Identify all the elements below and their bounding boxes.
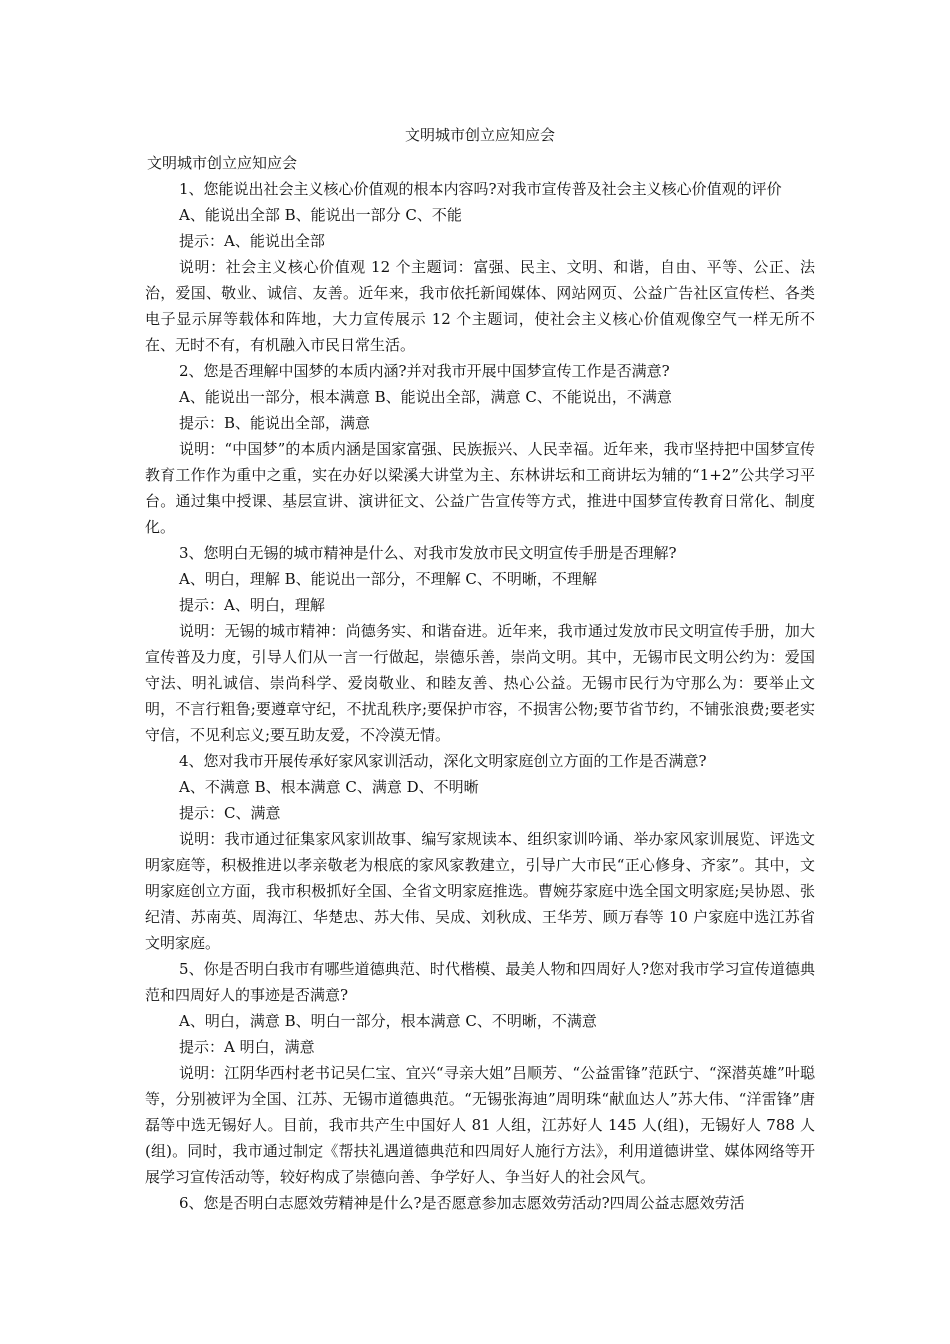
section-4: [145, 748, 815, 956]
document-title: 文明城市创立应知应会: [404, 126, 555, 144]
section-1: [145, 176, 815, 358]
question-3: 3、您明白无锡的城市精神是什么、对我市发放市民文明宣传手册是否理解?: [179, 544, 677, 562]
section-5: [145, 956, 815, 1190]
question-1: 1、您能说出社会主义核心价值观的根本内容吗?对我市宣传普及社会主义核心价值观的评价: [179, 180, 782, 198]
explanation-5: 说明：江阴华西村老书记吴仁宝、宜兴“寻亲大姐”吕顺芳、“公益雷锋”范跃宁、“深潜英雄”叶聪等，分别被评为全国、江苏、无锡市道德典范。“无锡张海迪”周明珠“献血达人”苏大伟、“洋雷锋”唐磊等中选无锡好人。目前，我市共产生中国好人 81 人组，江苏好人 145 人(组)，无锡好人 788 人(组)。同时，我市通过制定《帮扶礼遇道德典范和四周好人施行方法》，利用道德讲堂、媒体网络等开展学习宣传活动等，较好构成了崇德向善、争学好人、争当好人的社会风气。: [145, 1064, 815, 1186]
explanation-3: 说明：无锡的城市精神：尚德务实、和谐奋进。近年来，我市通过发放市民文明宣传手册，加大宣传普及力度，引导人们从一言一行做起，崇德乐善，崇尚文明。其中，无锡市民文明公约为：爱国守法、明礼诚信、崇尚科学、爱岗敬业、和睦友善、热心公益。无锡市民行为守那么为：要举止文明，不言行粗鲁;要遵章守纪，不扰乱秩序;要保护市容，不损害公物;要节省节约，不铺张浪费;要老实守信，不见利忘义;要互助友爱，不冷漠无情。: [145, 622, 815, 744]
document-page: [145, 122, 815, 1216]
options-5: A、明白，满意 B、明白一部分，根本满意 C、不明晰，不满意: [179, 1012, 597, 1030]
explanation-4: 说明：我市通过征集家风家训故事、编写家规读本、组织家训吟诵、举办家风家训展览、评选文明家庭等，积极推进以孝亲敬老为根底的家风家教建立，引导广大市民“正心修身、齐家”。其中，文明家庭创立方面，我市积极抓好全国、全省文明家庭推选。曹婉芬家庭中选全国文明家庭;吴协恩、张纪清、苏南英、周海江、华楚忠、苏大伟、吴成、刘秋成、王华芳、顾万春等 10 户家庭中选江苏省文明家庭。: [145, 830, 815, 952]
question-4: 4、您对我市开展传承好家风家训活动，深化文明家庭创立方面的工作是否满意?: [179, 752, 707, 770]
options-2: A、能说出一部分，根本满意 B、能说出全部，满意 C、不能说出，不满意: [179, 388, 672, 406]
question-6: 6、您是否明白志愿效劳精神是什么?是否愿意参加志愿效劳活动?四周公益志愿效劳活: [179, 1194, 745, 1212]
question-2: 2、您是否理解中国梦的本质内涵?并对我市开展中国梦宣传工作是否满意?: [179, 362, 670, 380]
hint-1: 提示：A、能说出全部: [179, 232, 325, 250]
section-3: [145, 540, 815, 748]
hint-3: 提示：A、明白，理解: [179, 596, 325, 614]
options-1: A、能说出全部 B、能说出一部分 C、不能: [179, 206, 462, 224]
section-2: [145, 358, 815, 540]
explanation-2: 说明：“中国梦”的本质内涵是国家富强、民族振兴、人民幸福。近年来，我市坚持把中国梦宣传教育工作作为重中之重，实在办好以梁溪大讲堂为主、东林讲坛和工商讲坛为辅的“1+2”公共学习平台。通过集中授课、基层宣讲、演讲征文、公益广告宣传等方式，推进中国梦宣传教育日常化、制度化。: [145, 440, 815, 536]
document-subtitle: 文明城市创立应知应会: [147, 154, 298, 172]
question-5: 5、你是否明白我市有哪些道德典范、时代楷模、最美人物和四周好人?您对我市学习宣传道德典范和四周好人的事迹是否满意?: [145, 960, 815, 1004]
explanation-1: 说明：社会主义核心价值观 12 个主题词：富强、民主、文明、和谐，自由、平等、公正、法治，爱国、敬业、诚信、友善。近年来，我市依托新闻媒体、网站网页、公益广告社区宣传栏、各类电子显示屏等载体和阵地，大力宣传展示 12 个主题词，使社会主义核心价值观像空气一样无所不在、无时不有，有机融入市民日常生活。: [145, 258, 815, 354]
options-3: A、明白，理解 B、能说出一部分，不理解 C、不明晰，不理解: [179, 570, 597, 588]
hint-5: 提示：A 明白，满意: [179, 1038, 315, 1056]
options-4: A、不满意 B、根本满意 C、满意 D、不明晰: [179, 778, 479, 796]
hint-4: 提示：C、满意: [179, 804, 281, 822]
hint-2: 提示：B、能说出全部，满意: [179, 414, 371, 432]
